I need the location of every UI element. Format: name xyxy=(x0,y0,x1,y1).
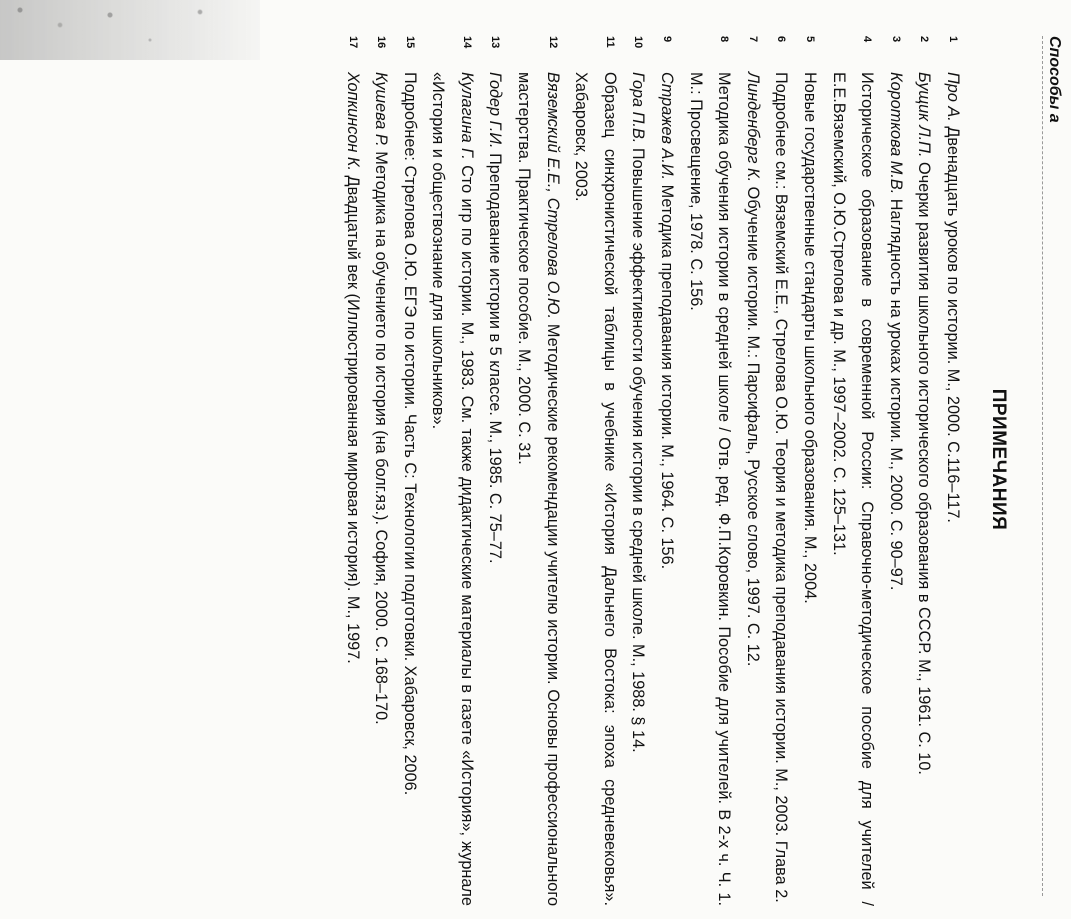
note-author: Гора П.В. xyxy=(629,72,648,144)
note-item xyxy=(824,36,881,906)
note-item xyxy=(624,36,653,906)
note-text: Наглядность на уроках истории. М., 2000. С. 90–97. xyxy=(886,194,905,591)
note-number: 15 xyxy=(403,36,416,49)
note-text: Новые государственные стандарты школьного образования. М., 2004. xyxy=(801,72,820,604)
note-item xyxy=(481,36,510,906)
note-item xyxy=(738,36,767,906)
note-text: Обучение истории. М.: Парсифаль, Русское слово, 1997. С. 12. xyxy=(743,182,762,667)
note-number: 10 xyxy=(632,36,645,49)
note-item xyxy=(424,36,481,906)
note-number: 8 xyxy=(718,36,731,43)
note-text: Подробнее: Стрелова О.Ю. ЕГЭ по истории. Часть С: Технологии подготовки. Хабаровск, 2006. xyxy=(400,72,419,796)
note-author: Хопкинсон К. xyxy=(343,72,362,172)
note-item xyxy=(652,36,681,906)
note-number: 4 xyxy=(861,36,874,43)
running-head: Способы а xyxy=(1042,36,1063,896)
note-text: Сто игр по истории. М., 1983. См. также дидактические материалы в газете «История», журнале «История и обществознание для школьников». xyxy=(429,72,476,906)
note-author: Линденберг К. xyxy=(743,72,762,183)
note-item xyxy=(367,36,396,906)
note-item xyxy=(881,36,910,906)
note-author: Годер Г.И. xyxy=(486,72,505,149)
note-text: Повышение эффективности обучения истории в средней школе. М., 1988. § 14. xyxy=(629,143,648,753)
page-title: ПРИМЕЧАНИЯ xyxy=(988,388,1009,531)
note-text: Подробнее см.: Вяземский Е.Е., Стрелова О.Ю. Теория и методика преподавания истории. М., 2003. Глава 2. xyxy=(772,72,791,903)
note-item xyxy=(395,36,424,906)
note-item xyxy=(567,36,624,906)
note-author: Стражев А.И. xyxy=(658,72,677,181)
note-author: Про А. xyxy=(944,72,962,122)
note-number: 7 xyxy=(746,36,759,43)
note-item xyxy=(910,36,939,906)
note-author: Бущик Л.П. xyxy=(915,72,934,158)
note-number: 12 xyxy=(546,36,559,49)
note-number: 3 xyxy=(889,36,902,43)
note-text: Методика преподавания истории. М., 1964. С. 156. xyxy=(658,180,677,570)
note-text: Историческое образование в современной России: Справочно-методическое пособие для учителей / Е.Е.Вяземский, О.Ю.Стрелова и др. М., 1997–2002. С. 125–131. xyxy=(829,72,877,906)
note-author: Вяземский Е.Е., Стрелова О.Ю. xyxy=(543,72,562,320)
note-text: Методические рекомендации учителю истории. Основы профессионального мастерства. Практическое пособие. М., 2000. С. 31. xyxy=(515,72,562,906)
note-number: 9 xyxy=(661,36,674,43)
note-item xyxy=(938,36,967,906)
note-text: Преподавание истории в 5 классе. М., 1985. С. 75–77. xyxy=(486,148,505,564)
note-number: 2 xyxy=(918,36,931,43)
note-item xyxy=(767,36,796,906)
note-text: Двадцатый век (Иллюстрированная мировая история). М., 1997. xyxy=(343,171,362,664)
note-number: 16 xyxy=(375,36,388,49)
notes-list xyxy=(338,36,967,906)
note-item xyxy=(510,36,567,906)
note-text: Методика обучения истории в средней школе / Отв. ред. Ф.П.Коровкин. Пособие для учителей. В 2-х ч. Ч. 1. М.: Просвещение, 1978. С. 156. xyxy=(686,72,734,906)
note-author: Короткова М.В. xyxy=(886,72,905,195)
note-number: 11 xyxy=(603,36,616,48)
note-number: 6 xyxy=(775,36,788,43)
note-item xyxy=(338,36,367,906)
note-text: Очерки развития школьного исторического образования в СССР. М., 1961. С. 10. xyxy=(915,157,934,775)
note-number: 5 xyxy=(804,36,817,43)
note-item xyxy=(795,36,824,906)
note-number: 1 xyxy=(947,36,959,43)
note-text: Образец синхронистической таблицы в учебнике «История Дальнего Востока: эпоха средневековья». Хабаровск, 2003. xyxy=(572,72,619,906)
note-number: 17 xyxy=(346,36,359,49)
note-text: Двенадцать уроков по истории. М., 2000. С.116–117. xyxy=(944,121,962,523)
note-item xyxy=(681,36,738,906)
note-author: Кулагина Г. xyxy=(457,72,476,160)
note-number: 14 xyxy=(460,36,473,49)
note-author: Кушева Р. xyxy=(372,72,391,147)
note-text: Методика на обучението по история (на болг.яз.). София, 2000. С. 168–170. xyxy=(372,146,391,725)
note-number: 13 xyxy=(489,36,502,49)
